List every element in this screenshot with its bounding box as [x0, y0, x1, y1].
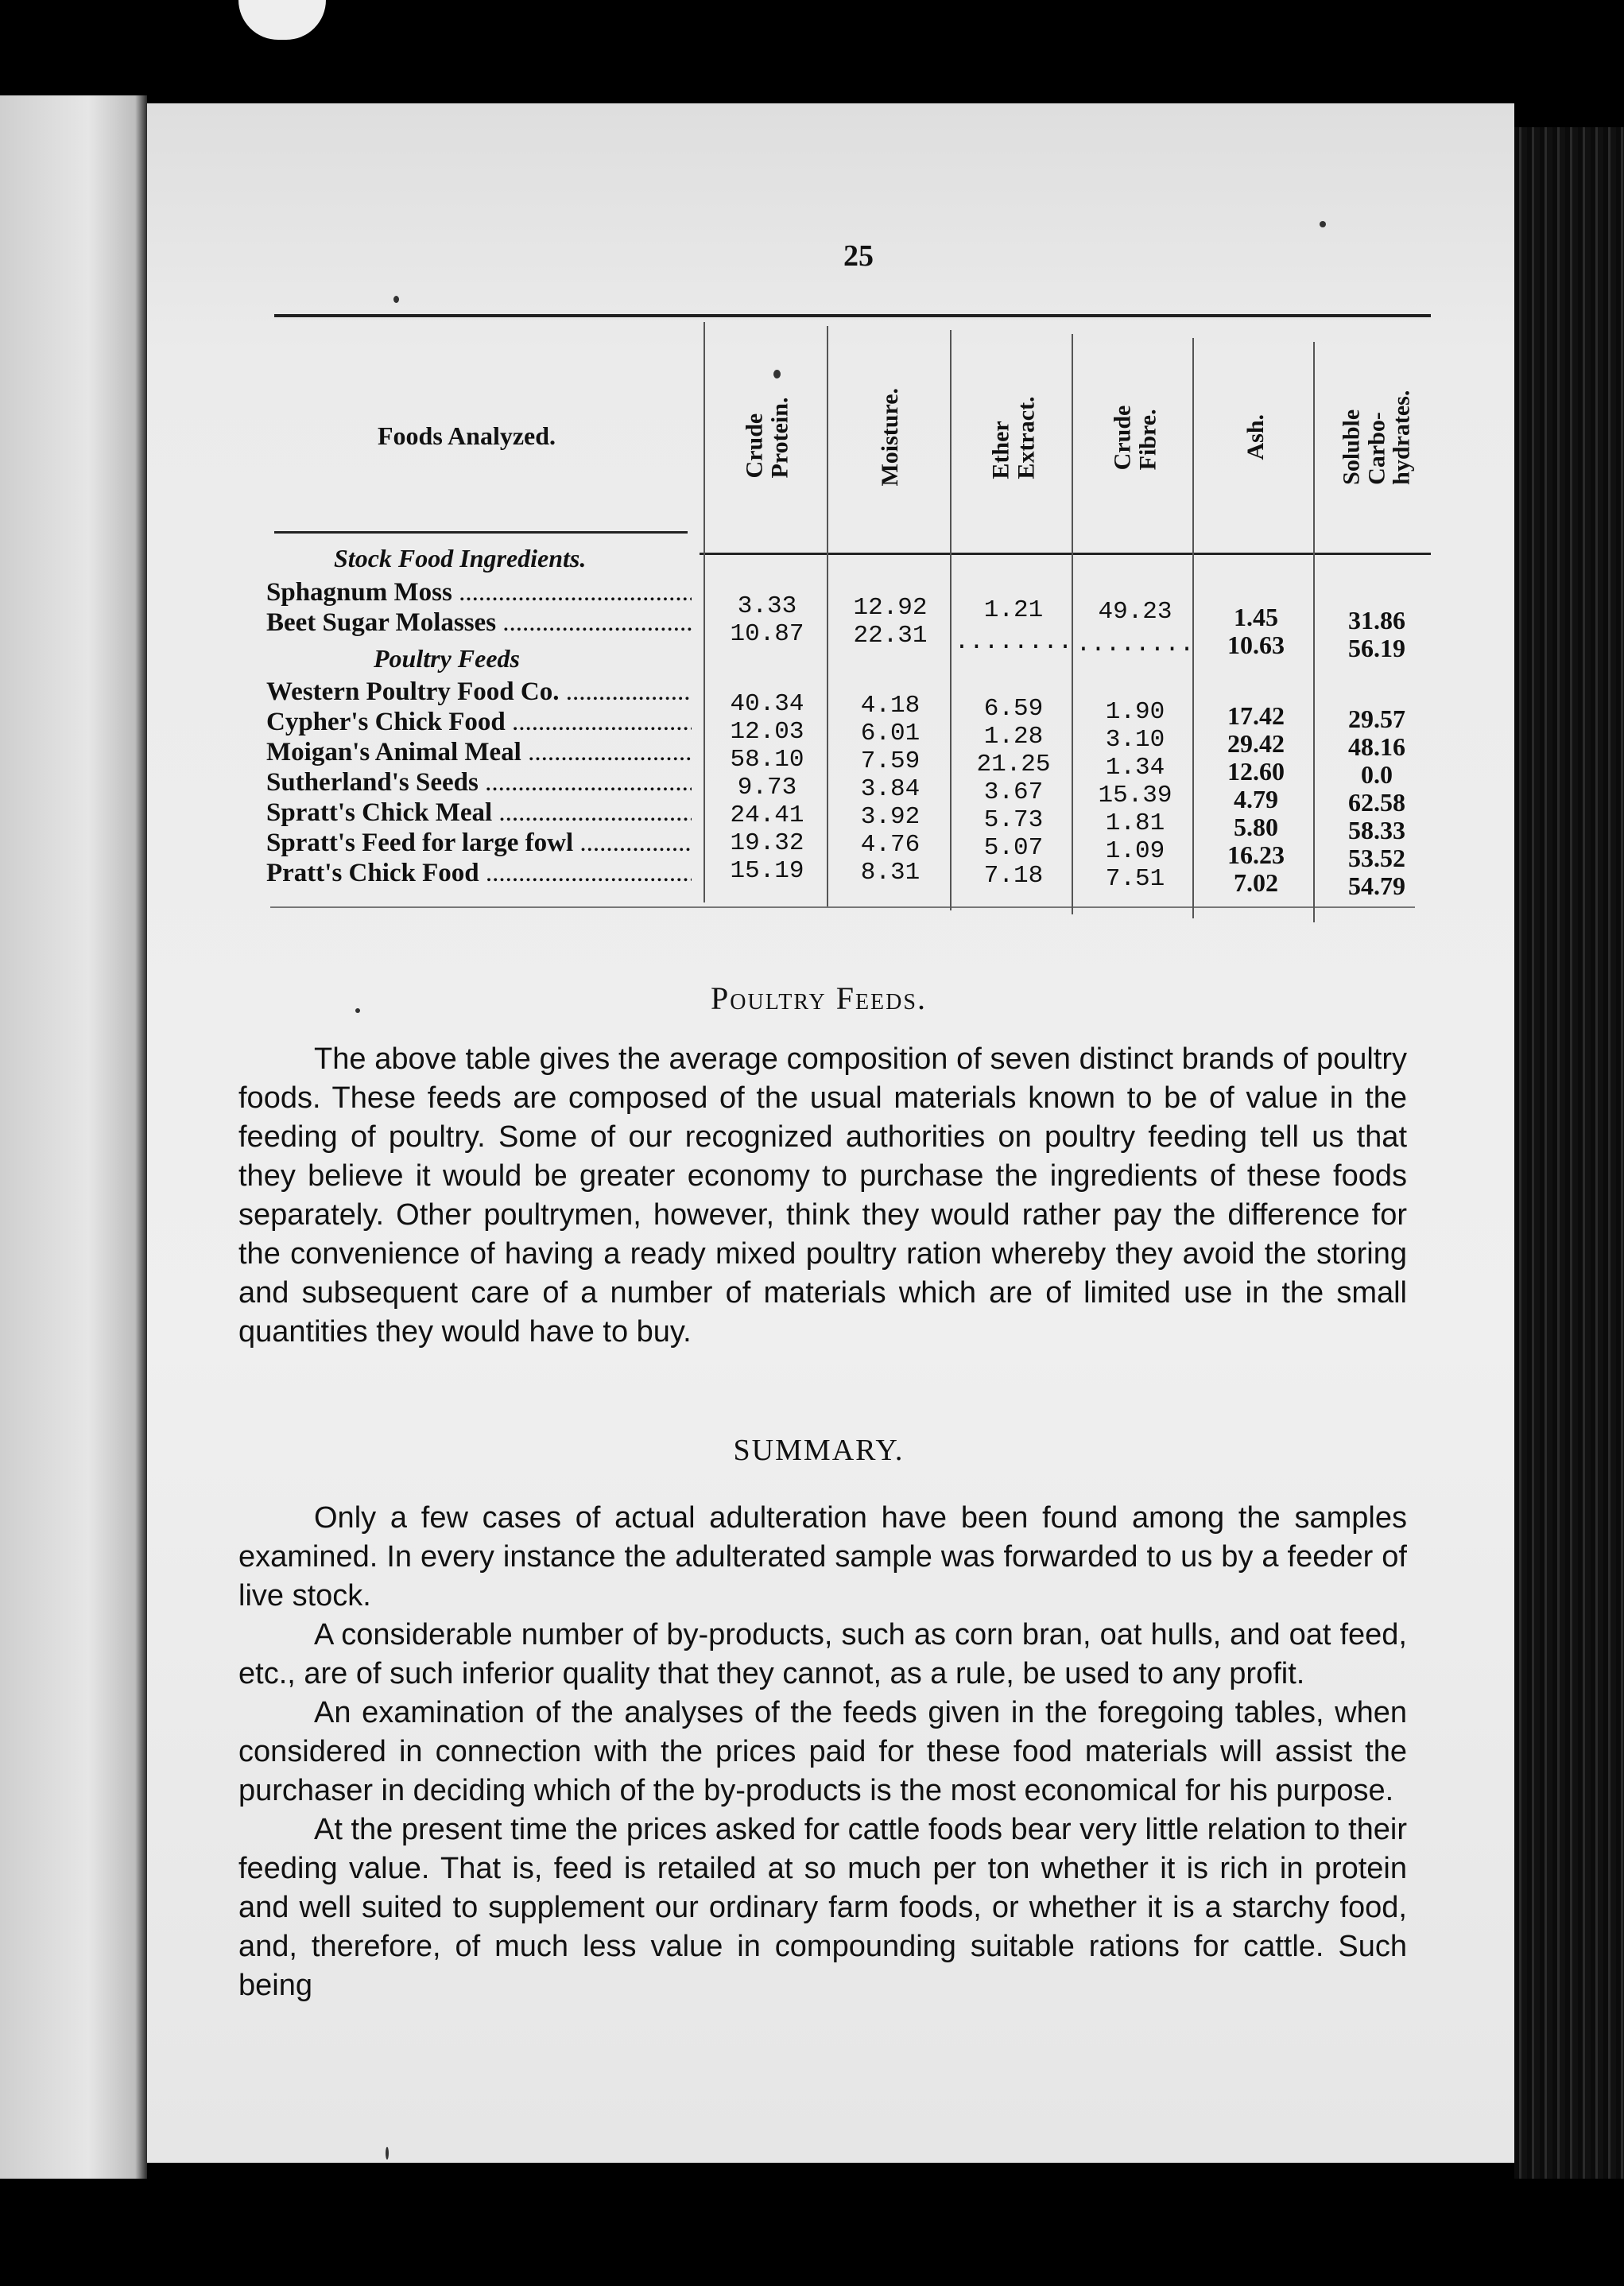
- paragraph: The above table gives the average composition of seven distinct brands of poultry foods. These feeds are composed of the usual materials known to be of value in the feeding of poultry. Some of our recognized authorities on poultry feeding tell us that they believe it would be greater economy to purchase the ingredients of these foods separately. Other poultrymen, however, think they would rather pay the difference for the convenience of having a ready mixed poultry ration whereby they avoid the storing and subsequent care of a number of materials which are of limited use in the small quantities they would have to buy.: [238, 1042, 1407, 1349]
- table-cell: 54.79: [1348, 871, 1405, 900]
- table-cell: 8.31: [860, 859, 921, 887]
- section-title-poultry-feeds: Poultry Feeds: [374, 644, 520, 673]
- foods-analyzed-header: Foods Analyzed.: [378, 421, 556, 450]
- scan-artifact: [238, 0, 326, 40]
- table-cell: 6.59: [983, 695, 1044, 723]
- column-header-crude-fibre: [1076, 342, 1195, 533]
- scan-speck: [1320, 221, 1326, 227]
- table-cell: 5.07: [983, 834, 1044, 862]
- row-label: Western Poultry Food Co. .....: [266, 677, 692, 706]
- table-top-rule: [274, 314, 1431, 317]
- table-cell: 4.79: [1234, 785, 1278, 813]
- table-cell: 0.0: [1361, 760, 1393, 789]
- table-cell: 1.45: [1234, 603, 1278, 631]
- table-cell: 3.92: [860, 803, 921, 831]
- table-cell: 21.25: [976, 751, 1051, 778]
- table-cell: 3.84: [860, 775, 921, 803]
- table-cell: ........: [1076, 631, 1195, 658]
- column-header-label: Crude Fibre.: [1109, 405, 1161, 470]
- scan-speck: [393, 296, 399, 303]
- table-cell: 40.34: [730, 690, 804, 718]
- row-label: Moigan's Animal Meal .....: [266, 738, 692, 767]
- table-cell: 1.21: [983, 596, 1044, 624]
- page-number: 25: [843, 239, 874, 273]
- table-cell: 3.67: [983, 778, 1044, 806]
- column-header-label: Moisture.: [877, 388, 904, 487]
- section-title-stock-food: Stock Food Ingredients.: [334, 544, 587, 572]
- paragraph: Only a few cases of actual adulteration have been found among the samples examined. In every instance the adulterated sample was forwarded to us by a feeder of live stock.: [238, 1501, 1407, 1613]
- table-cell: 7.51: [1105, 865, 1165, 893]
- table-cell: 4.18: [860, 692, 921, 720]
- column-header-crude-protein: [707, 342, 827, 533]
- table-cell: 12.60: [1227, 757, 1285, 786]
- column-header-label: Ether Extract.: [987, 395, 1039, 479]
- header-rule-left: [274, 531, 688, 534]
- table-cell: 1.90: [1105, 698, 1165, 726]
- table-cell: 56.19: [1348, 634, 1405, 662]
- table-cell: 10.87: [730, 620, 804, 648]
- book-fore-edge: [1514, 127, 1624, 2179]
- column-divider: [827, 326, 828, 906]
- header-rule-right: [700, 553, 1431, 555]
- scan-speck: [386, 2147, 389, 2160]
- table-cell: 1.81: [1105, 809, 1165, 837]
- table-cell: 1.09: [1105, 837, 1165, 865]
- table-cell: 5.80: [1234, 813, 1278, 841]
- row-label: Beet Sugar Molasses .....: [266, 608, 692, 637]
- column-header-ether-extract: [954, 342, 1073, 533]
- table-cell: 12.03: [730, 718, 804, 746]
- table-cell: 1.34: [1105, 754, 1165, 782]
- left-page-edge: [0, 95, 147, 2179]
- table-cell: 19.32: [730, 829, 804, 857]
- table-cell: 7.02: [1234, 868, 1278, 897]
- table-cell: 48.16: [1348, 732, 1405, 761]
- table-cell: 15.39: [1098, 782, 1172, 809]
- table-cell: 49.23: [1098, 598, 1172, 626]
- table-cell: 3.10: [1105, 726, 1165, 754]
- table-cell: 53.52: [1348, 844, 1405, 872]
- table-cell: 4.76: [860, 831, 921, 859]
- table-cell: 16.23: [1227, 840, 1285, 869]
- table-cell: 6.01: [860, 720, 921, 747]
- poultry-feeds-heading: Poultry Feeds.: [711, 980, 927, 1016]
- table-cell: 7.59: [860, 747, 921, 775]
- table-cell: 5.73: [983, 806, 1044, 834]
- column-divider: [703, 322, 705, 902]
- column-header-label: Crude Protein.: [741, 397, 793, 478]
- column-header-ash: [1196, 342, 1316, 533]
- column-header-label: Ash.: [1242, 414, 1269, 460]
- column-header-moisture: [831, 342, 950, 533]
- table-cell: ........: [954, 628, 1073, 656]
- table-cell: 1.28: [983, 723, 1044, 751]
- table-cell: 7.18: [983, 862, 1044, 890]
- row-label: Spratt's Chick Meal .....: [266, 798, 692, 827]
- table-cell: 9.73: [737, 774, 797, 801]
- paragraph: An examination of the analyses of the feeds given in the foregoing tables, when considered in connection with the prices paid for these food materials will assist the purchaser in deciding which of the by-products is the most economical for his purpose.: [238, 1696, 1407, 1807]
- table-cell: 22.31: [853, 622, 928, 650]
- row-label: Spratt's Feed for large fowl .....: [266, 829, 692, 857]
- table-cell: 31.86: [1348, 606, 1405, 635]
- summary-heading: SUMMARY.: [733, 1434, 905, 1467]
- table-cell: 58.33: [1348, 816, 1405, 844]
- row-label: Cypher's Chick Food .....: [266, 708, 692, 736]
- row-label: Sutherland's Seeds .....: [266, 768, 692, 797]
- table-cell: 17.42: [1227, 701, 1285, 730]
- scan-speck: [355, 1008, 360, 1013]
- column-divider: [950, 330, 952, 910]
- table-cell: 58.10: [730, 746, 804, 774]
- table-cell: 62.58: [1348, 788, 1405, 817]
- poultry-feeds-text: [238, 1040, 1407, 1352]
- table-cell: 15.19: [730, 857, 804, 885]
- table-cell: 10.63: [1227, 631, 1285, 659]
- table-cell: 29.42: [1227, 729, 1285, 758]
- table-bottom-rule: [270, 906, 1415, 908]
- row-label: Pratt's Chick Food .....: [266, 859, 692, 887]
- paragraph: A considerable number of by-products, such as corn bran, oat hulls, and oat feed, etc., are of such inferior quality that they cannot, as a rule, be used to any profit.: [238, 1618, 1407, 1690]
- summary-text: [238, 1499, 1407, 2005]
- scan-speck: [773, 370, 781, 378]
- table-cell: 12.92: [853, 594, 928, 622]
- paragraph: At the present time the prices asked for cattle foods bear very little relation to their feeding value. That is, feed is retailed at so much per ton whether it is rich in protein and well suited to supplement our ordinary farm foods, or whether it is a starchy food, and, therefore, of much less value in compounding suitable rations for cattle. Such being: [238, 1813, 1408, 2002]
- table-cell: 3.33: [737, 592, 797, 620]
- table-cell: 24.41: [730, 801, 804, 829]
- table-cell: 29.57: [1348, 704, 1405, 733]
- column-header-soluble-carbohydrates: [1317, 342, 1436, 533]
- column-header-label: Soluble Carbo- hydrates.: [1338, 390, 1415, 485]
- row-label: Sphagnum Moss .....: [266, 578, 692, 607]
